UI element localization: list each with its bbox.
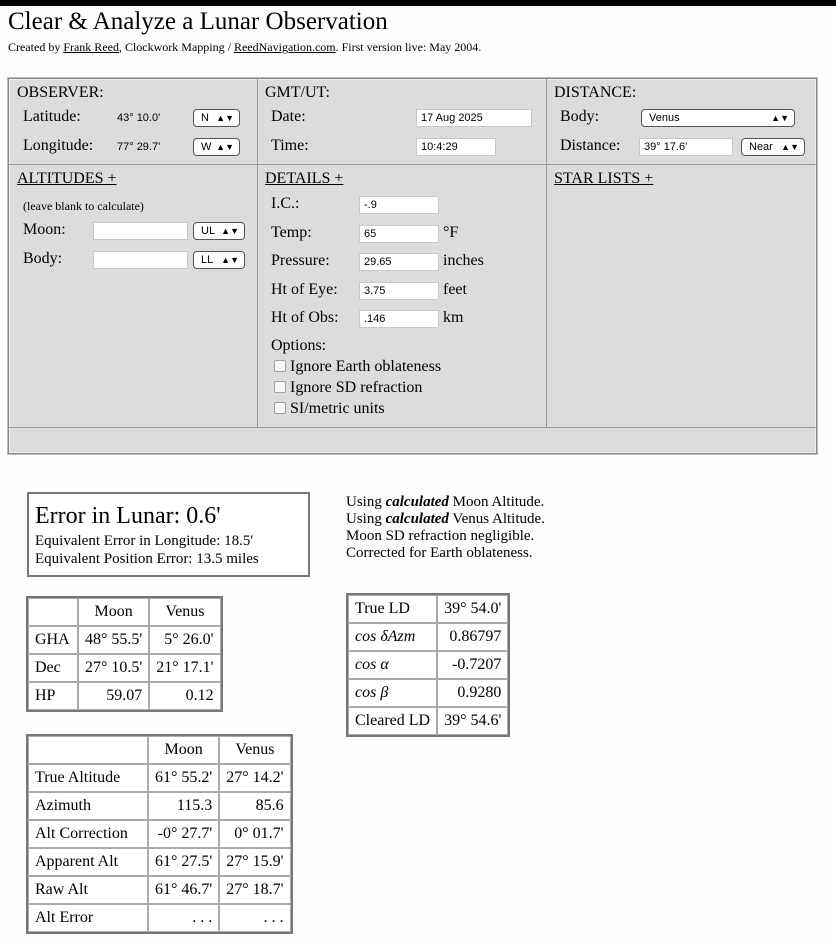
ic-input[interactable]: -.9 [359,196,439,214]
distance-heading: DISTANCE: [554,84,637,101]
option-ignore-sd-refraction[interactable]: Ignore SD refraction [274,379,422,397]
table-row: True Altitude 61° 55.2' 27° 14.2' [28,764,291,792]
lunar-distance-table [346,593,510,737]
table-row: cos α -0.7207 [348,651,508,679]
obs-height-unit: km [443,309,464,326]
time-label: Time: [271,137,309,154]
altitudes-hint: (leave blank to calculate) [23,199,144,213]
longitude-input[interactable]: 77° 29.7' [117,141,161,153]
chevron-updown-icon: ▲▼ [221,226,239,236]
checkbox[interactable] [274,381,286,393]
chevron-updown-icon: ▲▼ [221,255,239,265]
moon-alt-label: Moon: [23,221,66,238]
body-alt-input[interactable] [93,251,188,269]
ephemeris-table [26,596,223,712]
table-row: Raw Alt 61° 46.7' 27° 18.7' [28,876,291,904]
checkbox[interactable] [274,402,286,414]
temp-input[interactable]: 65 [359,225,439,243]
column-header: Moon [148,736,219,764]
distance-label: Distance: [560,137,621,154]
author-link[interactable]: Frank Reed [63,40,119,54]
date-label: Date: [271,108,306,125]
altitudes-toggle[interactable]: ALTITUDES + [17,170,117,187]
top-bar [0,0,836,6]
error-summary [27,492,310,577]
latitude-dir-select[interactable]: N ▲▼ [193,109,240,127]
ic-label: I.C.: [271,195,300,212]
longitude-label: Longitude: [23,137,94,154]
option-ignore-oblateness[interactable]: Ignore Earth oblateness [274,358,441,376]
body-alt-label: Body: [23,250,63,267]
calculation-notes [346,494,545,562]
observer-heading: OBSERVER: [17,84,104,101]
options-label: Options: [271,337,327,354]
altitudes-table [26,734,293,934]
distance-input[interactable]: 39° 17.6' [639,138,733,156]
table-row: GHA 48° 55.5' 5° 26.0' [28,626,221,654]
option-metric-units[interactable]: SI/metric units [274,400,385,418]
moon-limb-select[interactable]: UL ▲▼ [193,222,245,240]
error-longitude: Equivalent Error in Longitude: 18.5' [35,533,254,549]
body-select[interactable]: Venus ▲▼ [641,109,795,127]
obs-height-input[interactable]: .146 [359,310,439,328]
note-line: Corrected for Earth oblateness. [346,545,533,561]
eye-height-unit: feet [443,281,467,298]
table-row: Apparent Alt 61° 27.5' 27° 15.9' [28,848,291,876]
site-link[interactable]: ReedNavigation.com [233,40,336,54]
eye-height-input[interactable]: 3.75 [359,282,439,300]
latitude-input[interactable]: 43° 10.0' [117,112,161,124]
date-input[interactable]: 17 Aug 2025 [416,109,532,127]
body-label: Body: [560,108,600,125]
details-toggle[interactable]: DETAILS + [265,170,344,187]
divider [9,427,816,428]
pressure-unit: inches [443,252,484,269]
table-row [28,598,221,626]
table-row: True LD 39° 54.0' [348,595,508,623]
table-row: Dec 27° 10.5' 21° 17.1' [28,654,221,682]
temp-label: Temp: [271,224,312,241]
obs-height-label: Ht of Obs: [271,309,339,326]
table-row: cos δAzm 0.86797 [348,623,508,651]
moon-alt-input[interactable] [93,222,188,240]
input-panel [8,78,817,454]
column-header: Venus [219,736,290,764]
time-input[interactable]: 10:4:29 [416,138,496,156]
table-row: Azimuth 115.3 85.6 [28,792,291,820]
eye-height-label: Ht of Eye: [271,281,338,298]
latitude-label: Latitude: [23,108,81,125]
limb-select[interactable]: Near ▲▼ [741,138,805,156]
table-row: Cleared LD 39° 54.6' [348,707,508,735]
divider [546,79,547,427]
checkbox[interactable] [274,360,286,372]
chevron-updown-icon: ▲▼ [216,113,234,123]
table-row [28,736,291,764]
chevron-updown-icon: ▲▼ [781,142,799,152]
note-line: Using calculated Venus Altitude. [346,511,545,527]
temp-unit: °F [443,224,459,241]
chevron-updown-icon: ▲▼ [216,142,234,152]
note-line: Using calculated Moon Altitude. [346,494,545,510]
pressure-input[interactable]: 29.65 [359,253,439,271]
table-row: cos β 0.9280 [348,679,508,707]
pressure-label: Pressure: [271,252,330,269]
body-limb-select[interactable]: LL ▲▼ [193,251,245,269]
chevron-updown-icon: ▲▼ [771,113,789,123]
table-row: HP 59.07 0.12 [28,682,221,710]
note-line: Moon SD refraction negligible. [346,528,535,544]
gmt-heading: GMT/UT: [265,84,330,101]
star-lists-toggle[interactable]: STAR LISTS + [554,170,654,187]
column-header: Venus [149,598,220,626]
divider [257,79,258,427]
error-position: Equivalent Position Error: 13.5 miles [35,551,259,567]
column-header: Moon [78,598,149,626]
divider [9,164,816,165]
longitude-dir-select[interactable]: W ▲▼ [193,138,240,156]
table-row: Alt Error . . . . . . [28,904,291,932]
table-row: Alt Correction -0° 27.7' 0° 01.7' [28,820,291,848]
page-subtitle: Created by Frank Reed, Clockwork Mapping / ReedNavigation.com. First version live: May 2004. [8,40,482,54]
page-title: Clear & Analyze a Lunar Observation [8,8,388,35]
error-title: Error in Lunar: 0.6' [35,503,221,529]
